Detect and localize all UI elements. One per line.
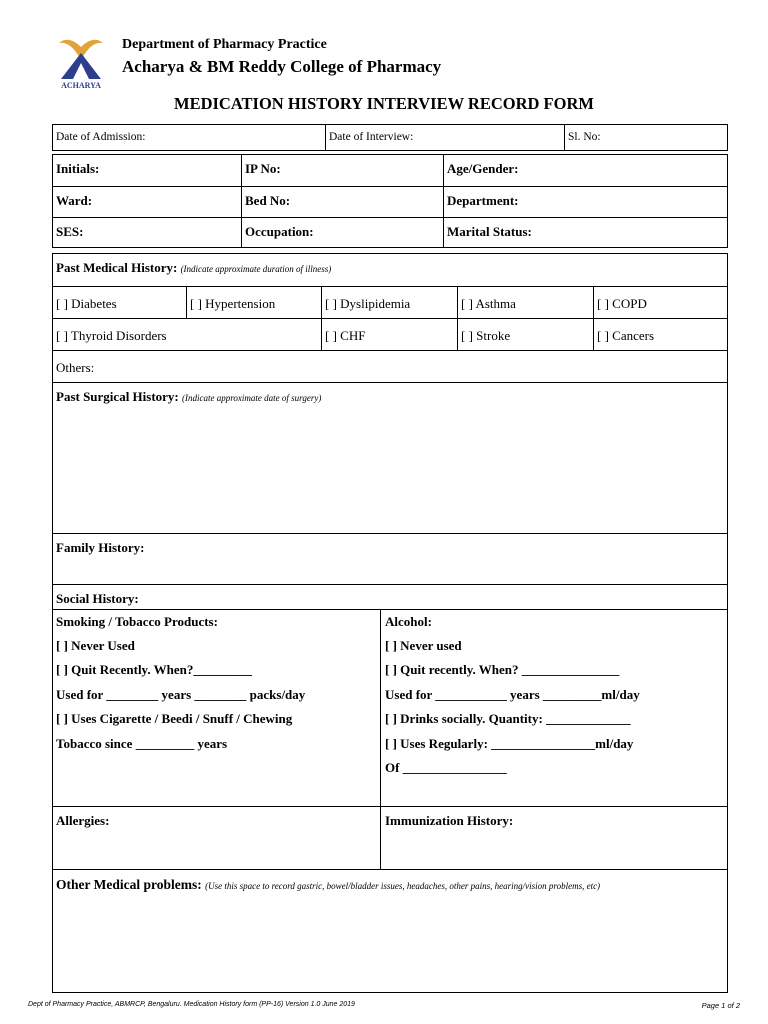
dyslipidemia-checkbox[interactable]: [ ] Dyslipidemia	[325, 296, 411, 311]
age-gender-field[interactable]: Age/Gender:	[447, 161, 519, 176]
copd-checkbox[interactable]: [ ] COPD	[597, 296, 647, 311]
past-medical-history-label	[53, 257, 334, 279]
date-of-admission-field[interactable]: Date of Admission:	[56, 131, 146, 143]
past-surgical-history-title: Past Surgical History:	[56, 389, 179, 404]
other-medical-problems-field[interactable]	[53, 874, 603, 896]
alcohol-drinks-socially[interactable]: [ ] Drinks socially. Quantity: _____________	[385, 711, 631, 726]
smoking-title: Smoking / Tobacco Products:	[56, 614, 218, 629]
smoking-used-for[interactable]: Used for ________ years ________ packs/day	[56, 687, 306, 702]
ip-no-field[interactable]: IP No:	[245, 161, 281, 176]
marital-status-field[interactable]: Marital Status:	[447, 224, 532, 239]
alcohol-uses-regularly[interactable]: [ ] Uses Regularly: ________________ml/day	[385, 736, 634, 751]
other-medical-problems-note: (Use this space to record gastric, bowel/bladder issues, headaches, other pains, hearing/vision problems, etc)	[205, 881, 601, 891]
serial-number-field[interactable]: Sl. No:	[568, 131, 601, 143]
diabetes-checkbox[interactable]: [ ] Diabetes	[56, 296, 117, 311]
chf-checkbox[interactable]: [ ] CHF	[325, 328, 366, 343]
department-field[interactable]: Department:	[447, 193, 519, 208]
past-medical-history-title: Past Medical History:	[56, 260, 178, 275]
initials-field[interactable]: Initials:	[56, 161, 100, 176]
cancers-checkbox[interactable]: [ ] Cancers	[597, 328, 655, 343]
others-field[interactable]: Others:	[56, 360, 95, 375]
smoking-quit-recently[interactable]: [ ] Quit Recently. When?_________	[56, 662, 252, 677]
asthma-checkbox[interactable]: [ ] Asthma	[461, 296, 516, 311]
family-history-field[interactable]: Family History:	[56, 540, 145, 555]
alcohol-of[interactable]: Of ________________	[385, 760, 507, 775]
alcohol-used-for[interactable]: Used for ___________ years _________ml/day	[385, 687, 640, 702]
occupation-field[interactable]: Occupation:	[245, 224, 314, 239]
alcohol-quit-recently[interactable]: [ ] Quit recently. When? _______________	[385, 662, 620, 677]
stroke-checkbox[interactable]: [ ] Stroke	[461, 328, 511, 343]
tobacco-since[interactable]: Tobacco since _________ years	[56, 736, 228, 751]
patient-details-table	[52, 154, 728, 248]
past-surgical-history-field[interactable]	[53, 386, 324, 408]
alcohol-never-used[interactable]: [ ] Never used	[385, 638, 462, 653]
smoking-uses-type[interactable]: [ ] Uses Cigarette / Beedi / Snuff / Chewing	[56, 711, 293, 726]
ses-field[interactable]: SES:	[56, 224, 84, 239]
other-medical-problems-title: Other Medical problems:	[56, 877, 202, 892]
logo-text: ACHARYA	[61, 81, 101, 90]
allergies-field[interactable]: Allergies:	[56, 813, 110, 828]
footer-text: Dept of Pharmacy Practice, ABMRCP, Bengaluru. Medication History form (PP-16) Version 1.0 June 2019	[28, 1001, 355, 1008]
college-logo	[55, 33, 107, 91]
alcohol-title: Alcohol:	[385, 614, 432, 629]
immunization-history-field[interactable]: Immunization History:	[385, 813, 514, 828]
past-surgical-history-note: (Indicate approximate date of surgery)	[182, 393, 322, 403]
date-of-interview-field[interactable]: Date of Interview:	[329, 131, 414, 143]
ward-field[interactable]: Ward:	[56, 193, 93, 208]
past-medical-history-note: (Indicate approximate duration of illness)	[180, 264, 332, 274]
page-number: Page 1 of 2	[701, 1001, 740, 1010]
college-name: Acharya & BM Reddy College of Pharmacy	[122, 57, 442, 76]
form-title: MEDICATION HISTORY INTERVIEW RECORD FORM	[174, 94, 594, 113]
hypertension-checkbox[interactable]: [ ] Hypertension	[190, 296, 276, 311]
bed-no-field[interactable]: Bed No:	[245, 193, 291, 208]
smoking-never-used[interactable]: [ ] Never Used	[56, 638, 135, 653]
social-history-label: Social History:	[56, 591, 139, 606]
thyroid-disorders-checkbox[interactable]: [ ] Thyroid Disorders	[56, 328, 167, 343]
department-name: Department of Pharmacy Practice	[122, 37, 327, 52]
